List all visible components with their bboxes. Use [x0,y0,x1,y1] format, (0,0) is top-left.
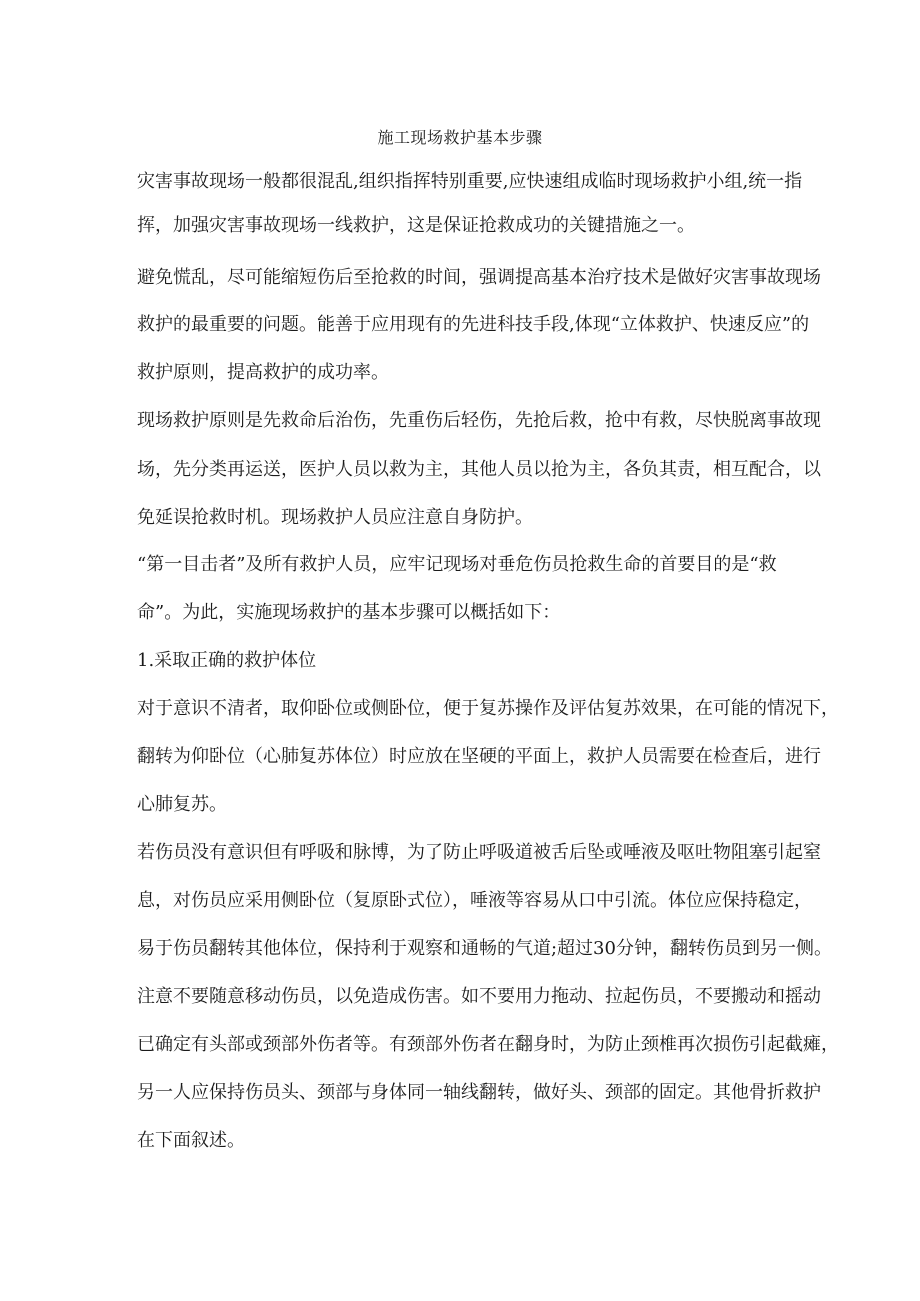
section-heading: 1.采取正确的救护体位 [137,650,317,671]
paragraph-line: 心肺复苏。 [137,794,227,815]
paragraph-line: 已确定有头部或颈部外伤者等。有颈部外伤者在翻身时，为防止颈椎再次损伤引起截瘫， [137,1034,839,1055]
paragraph-line: 翻转为仰卧位（心肺复苏体位）时应放在坚硬的平面上，救护人员需要在检查后，进行 [137,746,821,767]
paragraph-line: 注意不要随意移动伤员，以免造成伤害。如不要用力拖动、拉起伤员，不要搬动和摇动 [137,986,821,1007]
paragraph-line: 救护原则，提高救护的成功率。 [137,362,389,383]
paragraph-line: 另一人应保持伤员头、颈部与身体同一轴线翻转，做好头、颈部的固定。其他骨折救护 [137,1082,821,1103]
document-title: 施工现场救护基本步骤 [377,128,543,147]
paragraph-line: 对于意识不清者，取仰卧位或侧卧位，便于复苏操作及评估复苏效果，在可能的情况下， [137,698,839,719]
paragraph-line: 免延误抢救时机。现场救护人员应注意自身防护。 [137,507,533,528]
paragraph-line: 若伤员没有意识但有呼吸和脉博，为了防止呼吸道被舌后坠或唾液及呕吐物阻塞引起窒 [137,842,821,863]
paragraph-line: 场，先分类再运送，医护人员以救为主，其他人员以抢为主，各负其责，相互配合，以 [137,459,821,480]
paragraph-line: “第一目击者”及所有救护人员，应牢记现场对垂危伤员抢救生命的首要目的是“救 [137,554,777,575]
paragraph-line: 灾害事故现场一般都很混乱,组织指挥特别重要,应快速组成临时现场救护小组,统一指 [137,171,803,192]
paragraph-line: 在下面叙述。 [137,1130,245,1151]
paragraph-line: 挥，加强灾害事故现场一线救护，这是保证抢救成功的关键措施之一。 [137,215,695,236]
paragraph-line: 避免慌乱，尽可能缩短伤后至抢救的时间，强调提高基本治疗技术是做好灾害事故现场 [137,267,821,288]
paragraph-line: 救护的最重要的问题。能善于应用现有的先进科技手段,体现“立体救护、快速反应”的 [137,314,810,335]
paragraph-line: 息，对伤员应采用侧卧位（复原卧式位），唾液等容易从口中引流。体位应保持稳定， [137,890,812,911]
paragraph-line: 命”。为此，实施现场救护的基本步骤可以概括如下： [137,602,561,623]
paragraph-line: 易于伤员翻转其他体位，保持利于观察和通畅的气道;超过30分钟，翻转伤员到另一侧。 [137,938,832,959]
paragraph-line: 现场救护原则是先救命后治伤，先重伤后轻伤，先抢后救，抢中有救，尽快脱离事故现 [137,410,821,431]
